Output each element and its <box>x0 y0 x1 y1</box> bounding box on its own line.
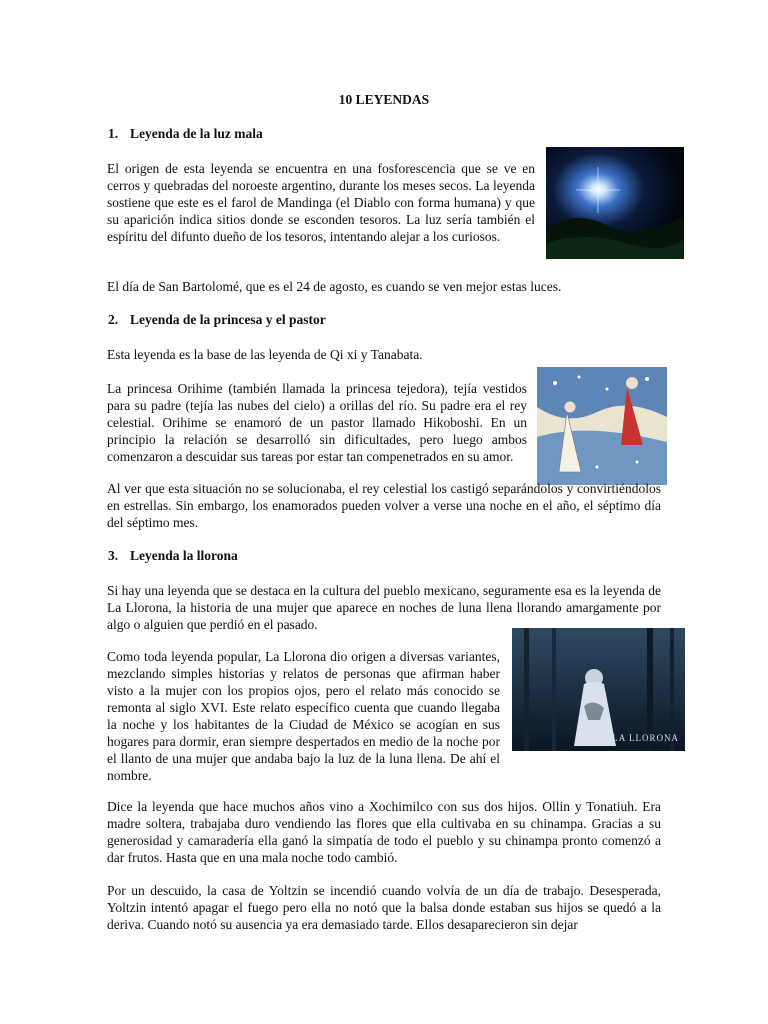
la-llorona-image <box>512 628 685 751</box>
paragraph: Por un descuido, la casa de Yoltzin se incendió cuando volvía de un día de trabajo. Desesperada, Yoltzin intentó apagar el fuego pero ella no notó que la balsa donde estaban sus hijos se quedó a la deriva. Cuando notó su ausencia ya era demasiado tarde. Ellos desaparecieron sin dejar <box>107 883 661 932</box>
paragraph: Al ver que esta situación no se solucionaba, el rey celestial los castigó separándolos y convirtiéndolos en estrellas. Sin embargo, los enamorados pueden volver a verse una noche en el año, el séptimo día del séptimo mes. <box>107 481 661 530</box>
paragraph: Como toda leyenda popular, La Llorona dio origen a diversas variantes, mezclando simples historias y relatos de personas que afirman haber visto a la mujer con los propios ojos, pero el relato más conocido se remonta al siglo XVI. Este relato específico cuenta que cuando llegaba la noche y los habitantes de la Ciudad de México se acogían en sus hogares para dormir, eran siempre despertados en medio de la noche por el llanto de una mujer que andaba bajo la luz de la luna llena. De ahí el nombre. <box>107 649 500 783</box>
section-title: Leyenda de la princesa y el pastor <box>130 312 326 327</box>
paragraph: La princesa Orihime (también llamada la princesa tejedora), tejía vestidos para su padre (tejía las nubes del cielo) a orillas del río. Su padre era el rey celestial. Orihime se enamoró de un pastor llamado Hikoboshi. En un principio la relación se desarrolló sin dificultades, pero luego ambos comenzaron a descuidar sus tareas por estar tan compenetrados en su amor. <box>107 381 527 464</box>
paragraph: El origen de esta leyenda se encuentra en una fosforescencia que se ve en cerros y quebradas del noroeste argentino, durante los meses secos. La leyenda sostiene que este es el farol de Mandinga (el Diablo con forma humana) y que su aparición indica sitios donde se esconden tesoros. La luz sería también el espíritu del difunto dueño de los tesoros, intentando alejar a los curiosos. <box>107 161 535 244</box>
luz-mala-image <box>546 147 684 259</box>
princesa-pastor-image <box>537 367 667 485</box>
paragraph: El día de San Bartolomé, que es el 24 de agosto, es cuando se ven mejor estas luces. <box>107 279 562 294</box>
section-title: Leyenda la llorona <box>130 548 238 563</box>
section-title: Leyenda de la luz mala <box>130 126 263 141</box>
section-number: 3. <box>108 548 119 563</box>
section-number: 2. <box>108 312 119 327</box>
section-heading-2 <box>108 312 326 328</box>
section-heading-1 <box>108 126 263 142</box>
paragraph: Esta leyenda es la base de las leyenda de Qi xi y Tanabata. <box>107 347 423 362</box>
image-caption: LA LLORONA <box>612 733 679 743</box>
paragraph: Si hay una leyenda que se destaca en la cultura del pueblo mexicano, seguramente esa es la leyenda de La Llorona, la historia de una mujer que aparece en noches de luna llena llorando amargamente por algo o alguien que perdió en el pasado. <box>107 583 661 632</box>
section-number: 1. <box>108 126 119 141</box>
section-heading-3 <box>108 548 238 564</box>
paragraph: Dice la leyenda que hace muchos años vino a Xochimilco con sus dos hijos. Ollin y Tonatiuh. Era madre soltera, trabajaba duro vendiendo las flores que ella cultivaba en su chinampa. Gracias a su generosidad y camaradería ella ganó la simpatía de todo el pueblo y su chinampa pronto comenzó a dar frutos. Hasta que en una mala noche todo cambió. <box>107 799 661 865</box>
page-title: 10 LEYENDAS <box>338 92 430 107</box>
